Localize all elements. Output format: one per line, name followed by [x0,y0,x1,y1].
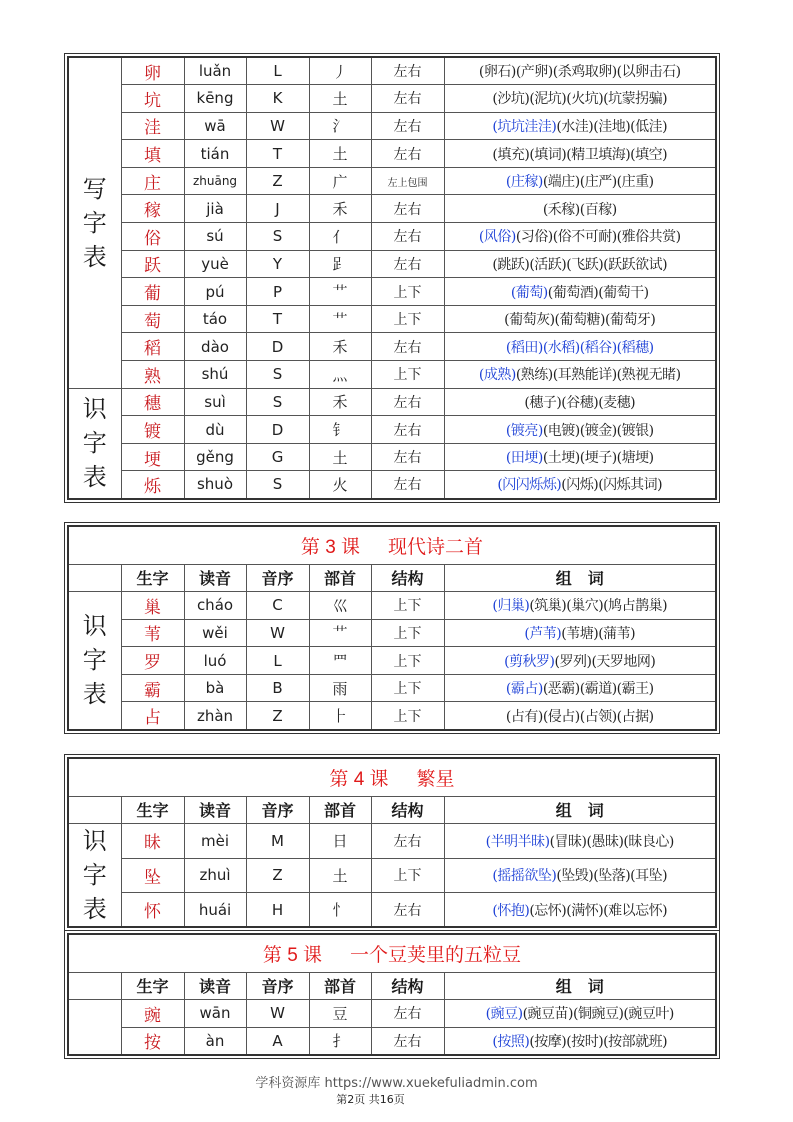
radical: 艹 [309,278,371,306]
pinyin: jià [184,195,246,223]
sound-order: Y [246,250,309,278]
lesson-title [68,526,716,564]
character: 按 [121,1027,184,1055]
lesson-name: 繁星 [416,768,455,790]
header-structure: 结构 [371,796,444,824]
category-text: 识字表 [82,827,107,924]
table-row [68,702,716,730]
word-group: (忘怀)(满怀)(难以忘怀) [529,902,668,919]
header-char: 生字 [121,972,184,1000]
word-group: (葡萄灰)(葡萄糖)(葡萄牙) [504,312,656,329]
word-group: (熟练) [515,367,553,384]
word-group: (镀亮) [505,422,543,439]
lesson-title [68,934,716,972]
structure: 左右 [371,1027,444,1055]
word-group: (闪烁)(闪烁其词) [561,477,663,494]
radical: 艹 [309,305,371,333]
pinyin: kēng [184,85,246,113]
sound-order: T [246,140,309,168]
lesson-number: 第 4 课 [329,768,389,790]
word-list [444,416,716,444]
radical: 土 [309,85,371,113]
table-row [68,223,716,251]
pinyin: luó [184,647,246,675]
structure: 上下 [371,858,444,893]
header-char: 生字 [121,564,184,592]
sound-order: T [246,305,309,333]
word-group: (葡萄) [510,284,548,301]
category-label [68,388,121,498]
word-list [444,388,716,416]
radical: 忄 [309,893,371,928]
radical: 罒 [309,647,371,675]
pinyin: pú [184,278,246,306]
word-list [444,195,716,223]
structure: 上下 [371,647,444,675]
table-row [68,333,716,361]
sound-order: G [246,443,309,471]
word-list [444,250,716,278]
character: 萄 [121,305,184,333]
character: 葡 [121,278,184,306]
character: 熟 [121,361,184,389]
header-radical: 部首 [309,564,371,592]
table-row [68,416,716,444]
structure: 左右 [371,250,444,278]
structure: 左右 [371,893,444,928]
word-list [444,592,716,620]
radical: 灬 [309,361,371,389]
word-group: (庄稼) [505,174,543,191]
sound-order: W [246,619,309,647]
pinyin: bà [184,674,246,702]
character: 罗 [121,647,184,675]
word-group: (端庄)(庄严)(庄重) [542,174,654,191]
radical: 火 [309,471,371,499]
sound-order: Z [246,167,309,195]
sound-order: S [246,361,309,389]
character: 巢 [121,592,184,620]
sound-order: D [246,416,309,444]
word-group: (稻田)(水稻)(稻谷)(稻穗) [505,339,654,356]
radical: 土 [309,443,371,471]
radical: 钅 [309,416,371,444]
radical: 广 [309,167,371,195]
word-group: (苇塘)(蒲苇) [561,625,636,642]
radical: 亻 [309,223,371,251]
word-group: (按照) [492,1033,530,1050]
vocab-table [67,525,717,731]
pinyin: shuò [184,471,246,499]
lesson-name: 一个豆荚里的五粒豆 [350,944,522,966]
pinyin: àn [184,1027,246,1055]
character: 霸 [121,674,184,702]
word-list [444,167,716,195]
structure: 上下 [371,305,444,333]
pinyin: wān [184,1000,246,1028]
structure: 上下 [371,592,444,620]
word-group: (卵石)(产卵) [478,64,553,81]
word-group: (半明半昧) [485,833,550,850]
word-group: (成熟) [478,367,516,384]
lesson-title [68,758,716,796]
sound-order: C [246,592,309,620]
structure: 上下 [371,702,444,730]
table-row [68,674,716,702]
header-words: 组 词 [444,564,716,592]
table-row [68,619,716,647]
pinyin: táo [184,305,246,333]
word-list [444,140,716,168]
header-structure: 结构 [371,564,444,592]
table-row [68,471,716,499]
radical: 禾 [309,333,371,361]
sound-order: K [246,85,309,113]
sound-order: D [246,333,309,361]
pinyin: shú [184,361,246,389]
word-group: (穗子)(谷穗)(麦穗) [524,394,636,411]
sound-order: Z [246,702,309,730]
sound-order: W [246,1000,309,1028]
pinyin: cháo [184,592,246,620]
structure: 上下 [371,278,444,306]
structure: 左右 [371,85,444,113]
table-row [68,893,716,928]
word-group: (电镀)(镀金)(镀银) [542,422,654,439]
sound-order: M [246,824,309,859]
word-list [444,333,716,361]
word-list [444,674,716,702]
lesson-number: 第 3 课 [300,536,361,558]
header-pinyin: 读音 [184,972,246,1000]
radical: ⺊ [309,702,371,730]
character: 坑 [121,85,184,113]
sound-order: S [246,388,309,416]
word-list [444,223,716,251]
page-number: 第2页 共16页 [336,1093,405,1106]
header-blank [68,972,121,1000]
character: 洼 [121,112,184,140]
structure: 左右 [371,416,444,444]
sound-order: P [246,278,309,306]
pinyin: zhàn [184,702,246,730]
pinyin: sú [184,223,246,251]
sound-order: W [246,112,309,140]
radical: 扌 [309,1027,371,1055]
page-footer [0,1072,793,1107]
category-label [68,824,121,928]
word-list [444,1000,716,1028]
word-group: (剪秋罗) [504,653,555,670]
table-row [68,85,716,113]
word-group: (杀鸡取卵)(以卵击石) [552,64,681,81]
table-row [68,647,716,675]
word-group: (风俗) [478,229,516,246]
word-group: (填充)(填词)(精卫填海)(填空) [492,146,668,163]
pinyin: zhuāng [184,167,246,195]
word-group: (按摩)(按时)(按部就班) [529,1033,668,1050]
pinyin: dù [184,416,246,444]
word-group: (跳跃)(活跃)(飞跃)(跃跃欲试) [492,256,668,273]
character: 庄 [121,167,184,195]
table-row [68,305,716,333]
word-group: (水洼)(洼地)(低洼) [556,118,668,135]
word-list [444,471,716,499]
table-row [68,195,716,223]
word-group: (耳熟能详)(熟视无睹) [552,367,681,384]
pinyin: wā [184,112,246,140]
character: 镀 [121,416,184,444]
word-group: (摇摇欲坠) [492,868,557,885]
character: 占 [121,702,184,730]
word-group: (土埂)(埂子)(塘埂) [542,450,654,467]
character: 稼 [121,195,184,223]
radical: 艹 [309,619,371,647]
table-row [68,250,716,278]
structure: 左右 [371,195,444,223]
table-row [68,824,716,859]
header-structure: 结构 [371,972,444,1000]
pinyin: luǎn [184,57,246,85]
word-group: (沙坑)(泥坑)(火坑)(坑蒙拐骗) [492,91,668,108]
header-pinyin: 读音 [184,796,246,824]
word-group: (霸占) [505,681,543,698]
pinyin: zhuì [184,858,246,893]
structure: 上下 [371,361,444,389]
word-group: (田埂) [505,450,543,467]
header-radical: 部首 [309,972,371,1000]
word-group: (怀抱) [492,902,530,919]
sound-order: J [246,195,309,223]
character: 俗 [121,223,184,251]
word-list [444,1027,716,1055]
sound-order: Z [246,858,309,893]
category-text: 识字表 [82,395,107,492]
lesson-number: 第 5 课 [262,944,323,966]
structure: 左右 [371,112,444,140]
character: 坠 [121,858,184,893]
table-row [68,858,716,893]
word-list [444,305,716,333]
word-list [444,893,716,928]
word-list [444,57,716,85]
structure: 左右 [371,333,444,361]
character: 跃 [121,250,184,278]
sound-order: A [246,1027,309,1055]
radical: 丿 [309,57,371,85]
character: 填 [121,140,184,168]
radical: 𧾷 [309,250,371,278]
structure: 左右 [371,824,444,859]
table-row [68,388,716,416]
table-row [68,57,716,85]
radical: 土 [309,140,371,168]
table-row [68,1027,716,1055]
structure: 左右 [371,223,444,251]
category-label [68,1000,121,1055]
character: 稻 [121,333,184,361]
footer-site[interactable]: 学科资源库 https://www.xuekefuliadmin.com [255,1076,538,1091]
header-blank [68,796,121,824]
word-group: (葡萄酒)(葡萄干) [547,284,649,301]
word-list [444,112,716,140]
word-group: (筑巢)(巢穴)(鸠占鹊巢) [529,598,668,615]
table-row [68,278,716,306]
pinyin: huái [184,893,246,928]
header-order: 音序 [246,796,309,824]
radical: 氵 [309,112,371,140]
pinyin: gěng [184,443,246,471]
pinyin: wěi [184,619,246,647]
word-list [444,85,716,113]
character: 苇 [121,619,184,647]
header-words: 组 词 [444,972,716,1000]
radical: 巛 [309,592,371,620]
word-group: (罗列)(天罗地网) [554,653,656,670]
word-list [444,361,716,389]
vocab-table [67,56,717,500]
word-group: (俗不可耐)(雅俗共赏) [552,229,681,246]
word-list [444,824,716,859]
word-group: (豌豆苗)(铜豌豆)(豌豆叶) [522,1006,674,1023]
sound-order: H [246,893,309,928]
pinyin: suì [184,388,246,416]
word-list [444,278,716,306]
table-row [68,112,716,140]
structure: 左右 [371,1000,444,1028]
header-pinyin: 读音 [184,564,246,592]
character: 卵 [121,57,184,85]
word-list [444,858,716,893]
word-group: (归巢) [492,598,530,615]
radical: 土 [309,858,371,893]
word-group: (坑坑洼洼) [492,118,557,135]
structure: 左右 [371,140,444,168]
vocab-table [67,933,717,1056]
header-radical: 部首 [309,796,371,824]
table-row [68,361,716,389]
word-group: (芦苇) [524,625,562,642]
radical: 豆 [309,1000,371,1028]
word-list [444,443,716,471]
word-group: (禾稼)(百稼) [542,201,617,218]
header-words: 组 词 [444,796,716,824]
pinyin: mèi [184,824,246,859]
structure: 左右 [371,471,444,499]
table-row [68,1000,716,1028]
word-group: (占有)(侵占)(占领)(占据) [505,708,654,725]
word-list [444,647,716,675]
pinyin: dào [184,333,246,361]
character: 怀 [121,893,184,928]
word-group: (冒昧)(愚昧)(昧良心) [549,833,674,850]
character: 穗 [121,388,184,416]
word-group: (闪闪烁烁) [497,477,562,494]
radical: 日 [309,824,371,859]
pinyin: tián [184,140,246,168]
structure: 左右 [371,443,444,471]
word-group: (习俗) [515,229,553,246]
table-row [68,443,716,471]
structure: 上下 [371,619,444,647]
word-group: (豌豆) [485,1006,523,1023]
word-group: (恶霸)(霸道)(霸王) [542,681,654,698]
table-row [68,140,716,168]
table-row [68,167,716,195]
sound-order: B [246,674,309,702]
character: 昧 [121,824,184,859]
sound-order: S [246,223,309,251]
character: 豌 [121,1000,184,1028]
structure: 左上包围 [371,167,444,195]
header-char: 生字 [121,796,184,824]
structure: 左右 [371,388,444,416]
header-order: 音序 [246,972,309,1000]
pinyin: yuè [184,250,246,278]
header-order: 音序 [246,564,309,592]
category-label [68,592,121,730]
category-label [68,57,121,388]
radical: 雨 [309,674,371,702]
radical: 禾 [309,195,371,223]
word-list [444,619,716,647]
character: 埂 [121,443,184,471]
structure: 左右 [371,57,444,85]
sound-order: S [246,471,309,499]
structure: 上下 [371,674,444,702]
category-text: 写字表 [82,174,107,271]
header-blank [68,564,121,592]
table-row [68,592,716,620]
sound-order: L [246,647,309,675]
character: 烁 [121,471,184,499]
word-group: (坠毁)(坠落)(耳坠) [556,868,668,885]
category-text: 识字表 [82,612,107,709]
vocab-table [67,757,717,928]
lesson-name: 现代诗二首 [388,536,484,558]
radical: 禾 [309,388,371,416]
sound-order: L [246,57,309,85]
word-list [444,702,716,730]
